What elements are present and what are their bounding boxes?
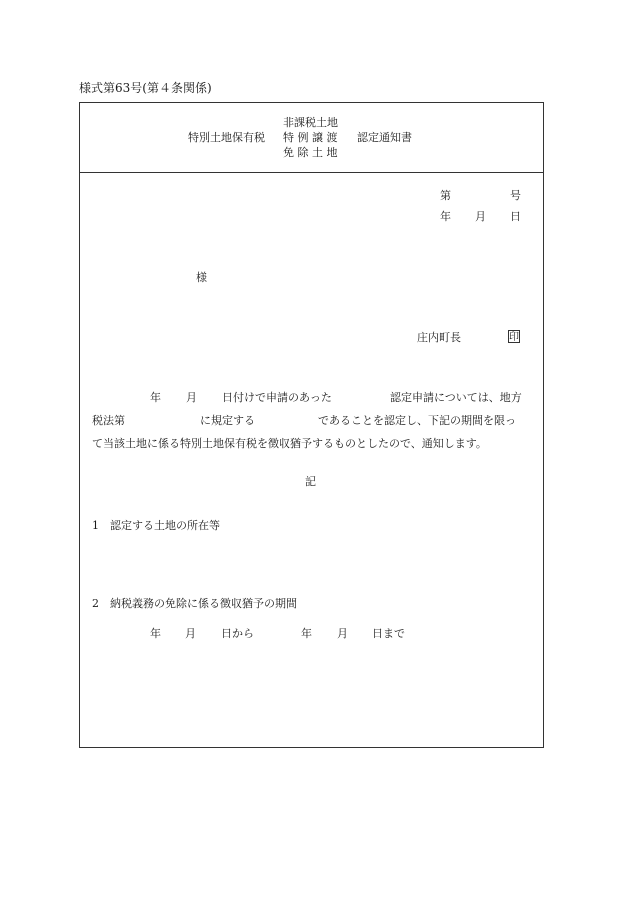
doc-number-go: 号 bbox=[510, 189, 521, 202]
seal-mark: 印 bbox=[509, 332, 519, 343]
title-prefix: 特別土地保有税 bbox=[188, 131, 265, 144]
body-line3: て当該土地に係る特別土地保有税を徴収猶予するものとしたので、通知します。 bbox=[92, 437, 487, 450]
body-line2-start: 税法第 bbox=[92, 414, 125, 427]
addressee-suffix: 様 bbox=[196, 271, 207, 284]
issuer-title: 庄内町長 bbox=[417, 331, 461, 344]
date-day: 日 bbox=[510, 210, 521, 223]
title-divider bbox=[79, 172, 544, 173]
title-suffix: 認定通知書 bbox=[357, 131, 412, 144]
body-line1-tail: 認定申請については、地方 bbox=[390, 391, 522, 404]
form-number-label: 様式第63号(第４条関係) bbox=[79, 81, 212, 95]
body-month: 月 bbox=[186, 391, 197, 404]
title-option-special-transfer: 特 例 譲 渡 bbox=[283, 131, 338, 144]
section-1-land-location: 1 認定する土地の所在等 bbox=[92, 519, 220, 532]
body-line2-mid: に規定する bbox=[200, 414, 255, 427]
period-to-day: 日まで bbox=[372, 627, 405, 640]
period-from-year: 年 bbox=[150, 627, 161, 640]
title-option-exempt-land: 免 除 土 地 bbox=[283, 146, 338, 159]
ki-heading: 記 bbox=[305, 475, 316, 488]
doc-number-dai: 第 bbox=[440, 189, 451, 202]
period-from-day: 日から bbox=[221, 627, 254, 640]
body-line2-end: であることを認定し、下記の期間を限っ bbox=[318, 414, 516, 427]
body-year: 年 bbox=[150, 391, 161, 404]
title-option-tax-exempt: 非課税土地 bbox=[283, 116, 338, 129]
date-month: 月 bbox=[475, 210, 486, 223]
period-to-month: 月 bbox=[337, 627, 348, 640]
section-2-grace-period: 2 納税義務の免除に係る徴収猶予の期間 bbox=[92, 597, 297, 610]
body-date-application: 日付けで申請のあった bbox=[222, 391, 332, 404]
period-from-month: 月 bbox=[185, 627, 196, 640]
period-to-year: 年 bbox=[301, 627, 312, 640]
date-year: 年 bbox=[440, 210, 451, 223]
